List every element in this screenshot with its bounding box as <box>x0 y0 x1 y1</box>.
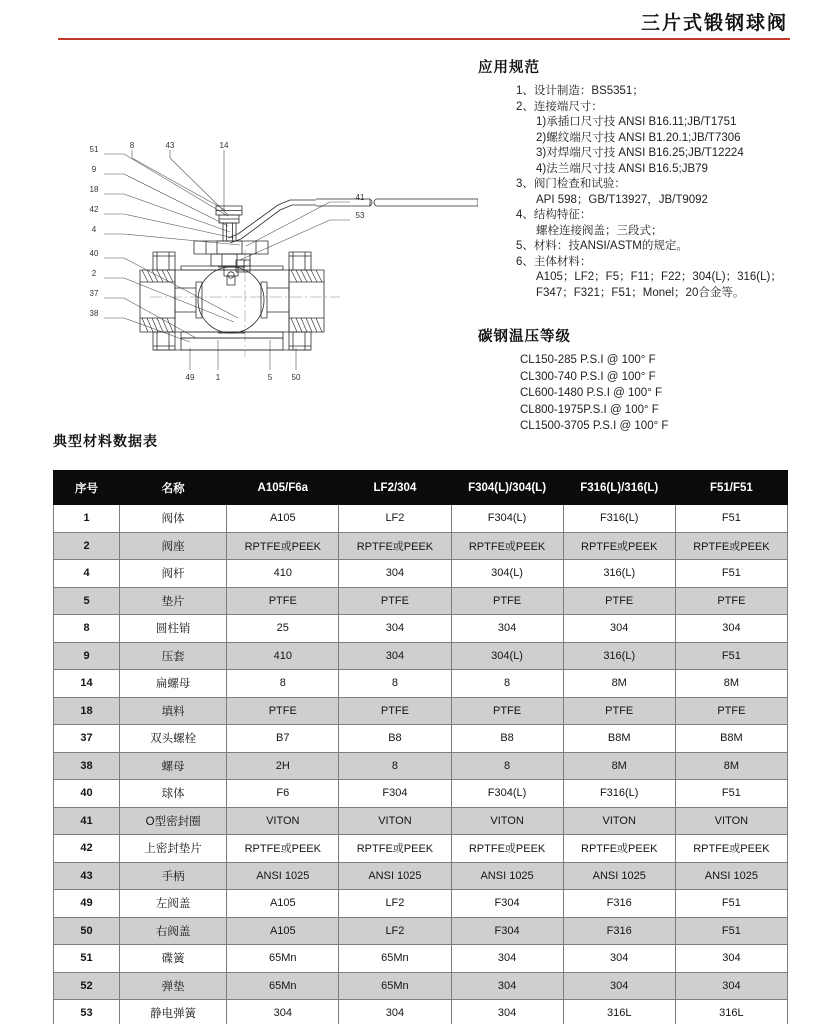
cell-part-name: 圆柱销 <box>120 615 227 643</box>
callout-8: 8 <box>129 142 135 150</box>
table-column-header: F51/F51 <box>675 471 787 505</box>
callout-50: 50 <box>291 373 301 382</box>
cell-material: RPTFE或PEEK <box>675 532 787 560</box>
callout-40: 40 <box>89 249 99 258</box>
table-row <box>54 807 788 835</box>
flange-ears-lower <box>153 332 311 350</box>
spec-item: 1、设计制造：BS5351； <box>516 85 644 97</box>
cell-material: F316(L) <box>563 505 675 533</box>
cell-material: 8M <box>563 670 675 698</box>
pressure-rating-item: CL600-1480 P.S.I @ 100° F <box>520 387 663 399</box>
cell-material: PTFE <box>675 587 787 615</box>
cell-material: F51 <box>675 505 787 533</box>
cell-part-name: 手柄 <box>120 862 227 890</box>
leader-lines-bottom <box>190 340 296 370</box>
cell-material: 304 <box>227 1000 339 1024</box>
cell-material: 65Mn <box>339 972 451 1000</box>
cell-material: F304(L) <box>451 780 563 808</box>
cell-material: A105 <box>227 917 339 945</box>
cell-material: 2H <box>227 752 339 780</box>
cell-item-no: 52 <box>54 972 120 1000</box>
spec-item: A105；LF2；F5；F11；F22；304(L)；316(L)； <box>536 271 782 283</box>
cell-item-no: 40 <box>54 780 120 808</box>
cell-material: PTFE <box>339 697 451 725</box>
cell-material: 304 <box>675 615 787 643</box>
spec-item: 4、结构特征： <box>516 209 592 221</box>
cell-material: F304 <box>339 780 451 808</box>
table-row <box>54 780 788 808</box>
table-row <box>54 505 788 533</box>
leader-lines-right <box>240 202 350 260</box>
table-row <box>54 890 788 918</box>
cell-material: F51 <box>675 560 787 588</box>
callout-2: 2 <box>91 269 97 278</box>
cell-item-no: 43 <box>54 862 120 890</box>
cell-material: 410 <box>227 560 339 588</box>
cell-material: PTFE <box>563 697 675 725</box>
cell-material: 8 <box>451 752 563 780</box>
table-column-header: 名称 <box>120 471 227 505</box>
spec-item: 4)法兰端尺寸技 ANSI B16.5;JB79 <box>536 162 708 175</box>
spec-item: 3、阀门检查和试验： <box>516 178 626 190</box>
table-column-header: LF2/304 <box>339 471 451 505</box>
cell-material: 8 <box>339 670 451 698</box>
cell-material: 8 <box>339 752 451 780</box>
callout-labels <box>90 142 365 382</box>
cell-material: 8M <box>563 752 675 780</box>
cell-material: 304 <box>675 945 787 973</box>
title-divider <box>58 38 790 40</box>
cell-material: F304 <box>451 890 563 918</box>
table-row <box>54 642 788 670</box>
spec-item: 2、连接端尺寸： <box>516 100 603 113</box>
cell-item-no: 53 <box>54 1000 120 1024</box>
cell-part-name: 扁螺母 <box>120 670 227 698</box>
table-row <box>54 1000 788 1024</box>
spec-item: 5、材料：技ANSI/ASTM的规定。 <box>516 240 688 252</box>
callout-9: 9 <box>91 165 97 174</box>
table-row <box>54 670 788 698</box>
cell-item-no: 37 <box>54 725 120 753</box>
cell-material: RPTFE或PEEK <box>563 835 675 863</box>
callout-38: 38 <box>89 309 99 318</box>
cell-item-no: 49 <box>54 890 120 918</box>
cell-material: 8M <box>675 670 787 698</box>
cell-part-name: 垫片 <box>120 587 227 615</box>
gland-packing <box>194 241 268 276</box>
bottom-plate <box>153 338 311 350</box>
callout-4: 4 <box>91 225 97 234</box>
leader-lines-left <box>104 154 240 342</box>
cell-material: 316L <box>563 1000 675 1024</box>
cell-material: 316L <box>675 1000 787 1024</box>
cell-material: PTFE <box>227 697 339 725</box>
table-row <box>54 752 788 780</box>
callout-1: 1 <box>215 373 221 382</box>
cell-item-no: 41 <box>54 807 120 835</box>
cell-material: A105 <box>227 890 339 918</box>
cell-material: VITON <box>227 807 339 835</box>
spec-item: 6、主体材料： <box>516 255 592 268</box>
cell-material: ANSI 1025 <box>227 862 339 890</box>
callout-5: 5 <box>267 373 273 382</box>
cell-material: LF2 <box>339 890 451 918</box>
cell-material: 8M <box>675 752 787 780</box>
cell-material: 304 <box>339 642 451 670</box>
cell-part-name: 球体 <box>120 780 227 808</box>
table-column-header: 序号 <box>54 471 120 505</box>
material-table-title: 典型材料数据表 <box>53 433 158 449</box>
table-row <box>54 697 788 725</box>
cell-part-name: 填料 <box>120 697 227 725</box>
spec-item: F347；F321；F51；Monel；20合金等。 <box>536 286 745 299</box>
cell-item-no: 50 <box>54 917 120 945</box>
cell-material: LF2 <box>339 917 451 945</box>
cell-item-no: 9 <box>54 642 120 670</box>
spec-item: 螺栓连接阀盖；三段式； <box>536 224 663 237</box>
callout-51: 51 <box>89 145 99 154</box>
cell-material: LF2 <box>339 505 451 533</box>
cell-material: F51 <box>675 642 787 670</box>
cell-material: F51 <box>675 890 787 918</box>
cell-material: 304(L) <box>451 560 563 588</box>
cell-item-no: 42 <box>54 835 120 863</box>
table-row <box>54 615 788 643</box>
cell-material: F304 <box>451 917 563 945</box>
callout-37: 37 <box>89 289 99 298</box>
cell-material: 304 <box>339 615 451 643</box>
cell-part-name: 阀杆 <box>120 560 227 588</box>
callout-14: 14 <box>219 142 229 150</box>
cell-material: 304 <box>563 615 675 643</box>
cell-material: F51 <box>675 780 787 808</box>
cell-material: PTFE <box>675 697 787 725</box>
pressure-rating-heading: 碳钢温压等级 <box>478 329 571 345</box>
cell-part-name: 压套 <box>120 642 227 670</box>
cell-material: PTFE <box>563 587 675 615</box>
cell-material: VITON <box>563 807 675 835</box>
cell-material: F51 <box>675 917 787 945</box>
right-end-connection <box>289 270 324 332</box>
cell-item-no: 1 <box>54 505 120 533</box>
application-spec-heading: 应用规范 <box>478 60 540 76</box>
cell-material: 410 <box>227 642 339 670</box>
cell-material: VITON <box>339 807 451 835</box>
cell-material: 304 <box>451 972 563 1000</box>
cell-material: F316 <box>563 890 675 918</box>
callout-43: 43 <box>165 142 175 150</box>
cell-material: 304 <box>675 972 787 1000</box>
table-row <box>54 862 788 890</box>
pressure-rating-item: CL1500-3705 P.S.I @ 100° F <box>520 420 669 432</box>
cell-material: F6 <box>227 780 339 808</box>
cell-material: B8 <box>451 725 563 753</box>
cell-material: 304 <box>563 972 675 1000</box>
cell-material: RPTFE或PEEK <box>339 835 451 863</box>
cell-item-no: 38 <box>54 752 120 780</box>
cell-part-name: 静电弹簧 <box>120 1000 227 1024</box>
callout-41: 41 <box>355 193 365 202</box>
leader-lines-top <box>132 150 227 214</box>
cell-material: RPTFE或PEEK <box>451 532 563 560</box>
cell-material: 304 <box>563 945 675 973</box>
table-row <box>54 560 788 588</box>
cell-material: 304 <box>451 945 563 973</box>
cell-material: 25 <box>227 615 339 643</box>
table-row <box>54 725 788 753</box>
cell-part-name: 弹垫 <box>120 972 227 1000</box>
callout-18: 18 <box>89 185 99 194</box>
application-spec-list <box>478 84 840 301</box>
cell-part-name: 双头螺栓 <box>120 725 227 753</box>
spec-item: API 598；GB/T13927，JB/T9092 <box>536 193 708 206</box>
cell-material: B8M <box>563 725 675 753</box>
cell-material: 304 <box>451 1000 563 1024</box>
cell-material: A105 <box>227 505 339 533</box>
callout-42: 42 <box>89 205 99 214</box>
cell-material: RPTFE或PEEK <box>675 835 787 863</box>
pressure-rating-item: CL300-740 P.S.I @ 100° F <box>520 370 656 383</box>
cell-item-no: 4 <box>54 560 120 588</box>
cell-material: ANSI 1025 <box>451 862 563 890</box>
cell-material: B7 <box>227 725 339 753</box>
cell-material: 304 <box>339 560 451 588</box>
cell-material: PTFE <box>451 587 563 615</box>
cell-material: 304 <box>339 1000 451 1024</box>
cell-material: 316(L) <box>563 560 675 588</box>
table-column-header: A105/F6a <box>227 471 339 505</box>
cell-material: RPTFE或PEEK <box>227 532 339 560</box>
cell-part-name: 碟簧 <box>120 945 227 973</box>
cell-item-no: 51 <box>54 945 120 973</box>
cell-material: 304 <box>451 615 563 643</box>
cell-part-name: O型密封圈 <box>120 807 227 835</box>
pressure-rating-item: CL800-1975P.S.I @ 100° F <box>520 403 659 416</box>
spec-item: 1)承插口尺寸技 ANSI B16.11;JB/T1751 <box>536 116 737 128</box>
cell-material: PTFE <box>339 587 451 615</box>
cell-part-name: 螺母 <box>120 752 227 780</box>
cell-material: RPTFE或PEEK <box>451 835 563 863</box>
table-column-header: F316(L)/316(L) <box>563 471 675 505</box>
pressure-rating-item: CL150-285 P.S.I @ 100° F <box>520 354 656 366</box>
cell-material: ANSI 1025 <box>563 862 675 890</box>
cell-material: 316(L) <box>563 642 675 670</box>
cell-material: RPTFE或PEEK <box>227 835 339 863</box>
cell-material: F304(L) <box>451 505 563 533</box>
cell-material: 304(L) <box>451 642 563 670</box>
spec-item: 3)对焊端尺寸技 ANSI B16.25;JB/T12224 <box>536 147 744 159</box>
table-column-header: F304(L)/304(L) <box>451 471 563 505</box>
cell-part-name: 阀座 <box>120 532 227 560</box>
cell-material: 65Mn <box>227 972 339 1000</box>
cell-item-no: 8 <box>54 615 120 643</box>
left-end-connection <box>140 270 175 332</box>
page-title: 三片式锻钢球阀 <box>640 13 788 34</box>
pressure-rating-list <box>478 352 840 435</box>
cell-material: 65Mn <box>227 945 339 973</box>
table-row <box>54 532 788 560</box>
cell-material: ANSI 1025 <box>339 862 451 890</box>
cell-material: B8 <box>339 725 451 753</box>
cell-part-name: 上密封垫片 <box>120 835 227 863</box>
cell-material: 8 <box>227 670 339 698</box>
table-row <box>54 587 788 615</box>
spec-item: 2)螺纹端尺寸技 ANSI B1.20.1;JB/T7306 <box>536 131 741 144</box>
material-data-table <box>53 470 788 1024</box>
cell-material: F316(L) <box>563 780 675 808</box>
thread-hatch-right <box>291 270 322 332</box>
cell-part-name: 阀体 <box>120 505 227 533</box>
callout-49: 49 <box>185 373 195 382</box>
cell-material: RPTFE或PEEK <box>339 532 451 560</box>
table-row <box>54 917 788 945</box>
cell-item-no: 2 <box>54 532 120 560</box>
table-row <box>54 835 788 863</box>
valve-body-center <box>175 266 289 338</box>
cell-material: B8M <box>675 725 787 753</box>
cell-material: ANSI 1025 <box>675 862 787 890</box>
handle-lever <box>228 199 478 243</box>
table-row <box>54 945 788 973</box>
cell-material: VITON <box>675 807 787 835</box>
callout-53: 53 <box>355 211 365 220</box>
cell-material: PTFE <box>451 697 563 725</box>
valve-section-drawing <box>78 142 478 394</box>
cell-part-name: 左阀盖 <box>120 890 227 918</box>
table-body <box>54 505 788 1024</box>
cell-item-no: 18 <box>54 697 120 725</box>
cell-item-no: 5 <box>54 587 120 615</box>
table-row <box>54 972 788 1000</box>
cell-material: 65Mn <box>339 945 451 973</box>
cell-material: F316 <box>563 917 675 945</box>
cell-material: RPTFE或PEEK <box>563 532 675 560</box>
cell-material: 8 <box>451 670 563 698</box>
table-header-row <box>54 471 788 505</box>
cell-material: PTFE <box>227 587 339 615</box>
specification-column <box>478 56 840 435</box>
cell-item-no: 14 <box>54 670 120 698</box>
cell-part-name: 右阀盖 <box>120 917 227 945</box>
cell-material: VITON <box>451 807 563 835</box>
